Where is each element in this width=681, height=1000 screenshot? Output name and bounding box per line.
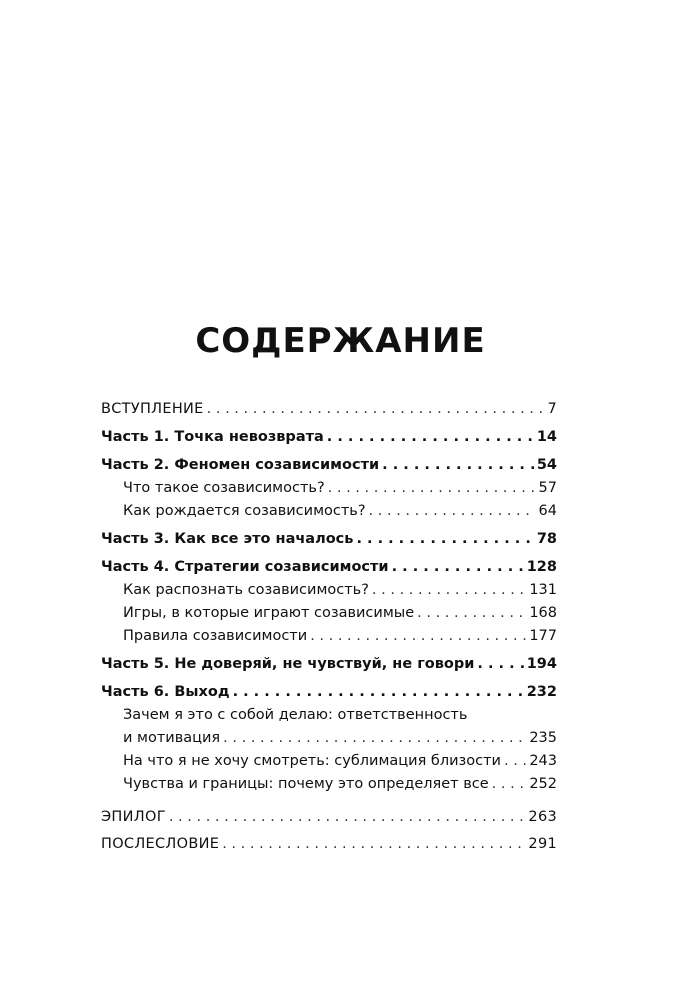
dot-leader bbox=[169, 806, 526, 829]
toc-entry-chapter[interactable] bbox=[101, 727, 557, 750]
dot-leader bbox=[207, 398, 545, 421]
toc-entry-page: 128 bbox=[526, 559, 557, 575]
dot-leader bbox=[504, 750, 526, 773]
toc-entry-chapter[interactable] bbox=[101, 500, 557, 523]
toc-entry-title: Часть 1. Точка невозврата bbox=[101, 429, 324, 445]
toc-entry-page: 14 bbox=[536, 429, 557, 445]
toc-entry-title: На что я не хочу смотреть: сублимация близости bbox=[123, 753, 501, 769]
toc-entry-page: 194 bbox=[526, 656, 557, 672]
dot-leader bbox=[327, 426, 534, 449]
toc-entry-page: 252 bbox=[529, 776, 557, 792]
toc-entry-title: Что такое созависимость? bbox=[123, 480, 325, 496]
toc-entry-chapter[interactable] bbox=[101, 477, 557, 500]
toc-entry-title: ПОСЛЕСЛОВИЕ bbox=[101, 836, 220, 852]
dot-leader bbox=[310, 625, 526, 648]
toc-entry-part-6[interactable] bbox=[101, 681, 557, 704]
toc-entry-page: 177 bbox=[529, 628, 557, 644]
dot-leader bbox=[233, 681, 524, 704]
toc-entry-page: 263 bbox=[528, 809, 557, 825]
toc-entry-title: и мотивация bbox=[123, 730, 221, 746]
toc-entry-title: Часть 5. Не доверяй, не чувствуй, не говори bbox=[101, 656, 475, 672]
toc-entry-chapter[interactable] bbox=[101, 602, 557, 625]
toc-entry-page: 291 bbox=[528, 836, 557, 852]
toc-entry-title: Часть 2. Феномен созависимости bbox=[101, 457, 380, 473]
toc-entry-title: Часть 3. Как все это началось bbox=[101, 531, 354, 547]
dot-leader bbox=[492, 773, 527, 796]
toc-entry-page: 131 bbox=[529, 582, 557, 598]
toc-entry-title: ЭПИЛОГ bbox=[101, 809, 166, 825]
toc-entry-title: Как распознать созависимость? bbox=[123, 582, 369, 598]
toc-entry-chapter[interactable] bbox=[101, 773, 557, 796]
dot-leader bbox=[369, 500, 536, 523]
toc-entry-part-3[interactable] bbox=[101, 528, 557, 551]
dot-leader bbox=[477, 653, 523, 676]
toc-entry-afterword[interactable] bbox=[101, 833, 557, 856]
toc-entry-title: Чувства и границы: почему это определяет все bbox=[123, 776, 489, 792]
toc-entry-chapter[interactable] bbox=[101, 625, 557, 648]
toc-entry-page: 64 bbox=[538, 503, 557, 519]
toc-entry-page: 243 bbox=[529, 753, 557, 769]
dot-leader bbox=[372, 579, 526, 602]
toc-entry-page: 168 bbox=[529, 605, 557, 621]
dot-leader bbox=[356, 528, 533, 551]
toc-entry-page: 57 bbox=[538, 480, 557, 496]
toc-entry-title: Как рождается созависимость? bbox=[123, 503, 366, 519]
table-of-contents bbox=[101, 398, 557, 856]
dot-leader bbox=[417, 602, 526, 625]
toc-entry-part-2[interactable] bbox=[101, 454, 557, 477]
toc-entry-page: 232 bbox=[526, 684, 557, 700]
toc-entry-chapter[interactable] bbox=[101, 750, 557, 773]
dot-leader bbox=[222, 833, 525, 856]
toc-entry-title-line[interactable]: Зачем я это с собой делаю: ответственность bbox=[123, 707, 468, 723]
dot-leader bbox=[328, 477, 536, 500]
toc-entry-title: Часть 4. Стратегии созависимости bbox=[101, 559, 389, 575]
toc-entry-page: 235 bbox=[529, 730, 557, 746]
toc-entry-introduction[interactable] bbox=[101, 398, 557, 421]
toc-entry-page: 54 bbox=[536, 457, 557, 473]
dot-leader bbox=[382, 454, 534, 477]
dot-leader bbox=[223, 727, 526, 750]
toc-entry-part-1[interactable] bbox=[101, 426, 557, 449]
toc-entry-title: ВСТУПЛЕНИЕ bbox=[101, 401, 204, 417]
toc-entry-part-4[interactable] bbox=[101, 556, 557, 579]
toc-entry-page: 78 bbox=[536, 531, 557, 547]
toc-entry-title: Игры, в которые играют созависимые bbox=[123, 605, 415, 621]
toc-entry-page: 7 bbox=[547, 401, 557, 417]
toc-entry-part-5[interactable] bbox=[101, 653, 557, 676]
page-title: СОДЕРЖАНИЕ bbox=[195, 321, 486, 361]
toc-entry-title: Правила созависимости bbox=[123, 628, 308, 644]
toc-entry-title: Часть 6. Выход bbox=[101, 684, 230, 700]
toc-entry-chapter[interactable] bbox=[101, 579, 557, 602]
toc-entry-epilogue[interactable] bbox=[101, 806, 557, 829]
dot-leader bbox=[392, 556, 524, 579]
